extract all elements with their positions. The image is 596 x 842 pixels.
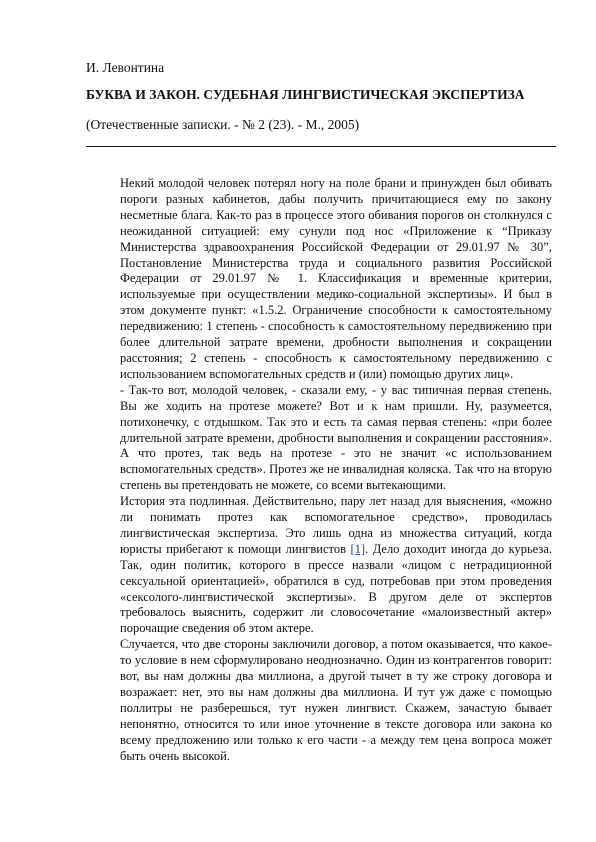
paragraph-2: - Так-то вот, молодой человек, - сказали ему, - у вас типичная первая степень. Вы же ходить на протезе можете? Вот и к нам пришли. Ну, разумеется, потихонечку, с отдышком. Так это и есть та самая первая степень: «при более длительной затрате времени, дробности выполнения и сокращении расстояния». А что протез, так ведь на протезе - это не значит «с использованием вспомогательных средств». Протез же не инвалидная коляска. Так что на вторую степень вы претендовать не можете, со всеми вытекающими. bbox=[120, 382, 552, 493]
paragraph-3-text-before: История эта подлинная. Действительно, пару лет назад для выяснения, «можно ли понимать протез как вспомогательное средство», проводилась лингвистическая экспертиза. Это лишь одна из множества ситуаций, когда юристы прибегают к помощи лингвистов bbox=[120, 494, 552, 556]
footnote-link-1[interactable]: [1] bbox=[350, 541, 366, 556]
paragraph-3 bbox=[120, 494, 552, 637]
header-divider bbox=[86, 146, 556, 147]
article-body bbox=[120, 176, 552, 765]
publication-source: (Отечественные записки. - № 2 (23). - М., 2005) bbox=[86, 117, 360, 132]
author-name: И. Левонтина bbox=[86, 60, 165, 75]
paragraph-3-text-after: . Дело доходит иногда до курьеза. Так, один политик, которого в прессе назвали «лицом с нетрадиционной сексуальной ориентацией», обратился в суд, потребовав при этом проведения «сексолого-лингвистической экспертизы». В другом деле от экспертов требовалось выяснить, содержит ли словосочетание «малоизвестный актер» порочащие сведения об этом актере. bbox=[120, 541, 552, 636]
paragraph-4: Случается, что две стороны заключили договор, а потом оказывается, что какое-то условие в нем сформулировано неоднозначно. Один из контрагентов говорит: вот, вы нам должны два миллиона, а другой тычет в ту же строку договора и возражает: нет, это вы нам должны два миллиона. И тут уж даже с помощью поллитры не разберешься, тут нужен лингвист. Скажем, зачастую бывает непонятно, относится то или иное уточнение в тексте договора или закона ко всему предложению или только к его части - а между тем цена вопроса может быть очень высокой. bbox=[120, 637, 552, 763]
article-title: БУКВА И ЗАКОН. СУДЕБНАЯ ЛИНГВИСТИЧЕСКАЯ ЭКСПЕРТИЗА bbox=[86, 87, 525, 102]
paragraph-1: Некий молодой человек потерял ногу на поле брани и принужден был обивать пороги разных кабинетов, дабы получить причитающиеся ему по закону несметные блага. Как-то раз в процессе этого обивания порогов он столкнулся с неожиданной ситуацией: ему сунули под нос «Приложение к “Приказу Министерства здравоохранения Российской Федерации от 29.01.97 № 30”, Постановление Министерства труда и социального развития Российской Федерации от 29.01.97 № 1. Классификация и временные критерии, используемые при осуществлении медико-социальной экспертизы». И был в этом документе пункт: «1.5.2. Ограничение способности к самостоятельному передвижению: 1 степень - способность к самостоятельному передвижению при более длительной затрате времени, дробности выполнения и сокращении расстояния; 2 степень - способность к самостоятельному передвижению с использованием вспомогательных средств и (или) помощью других лиц». bbox=[120, 176, 552, 381]
